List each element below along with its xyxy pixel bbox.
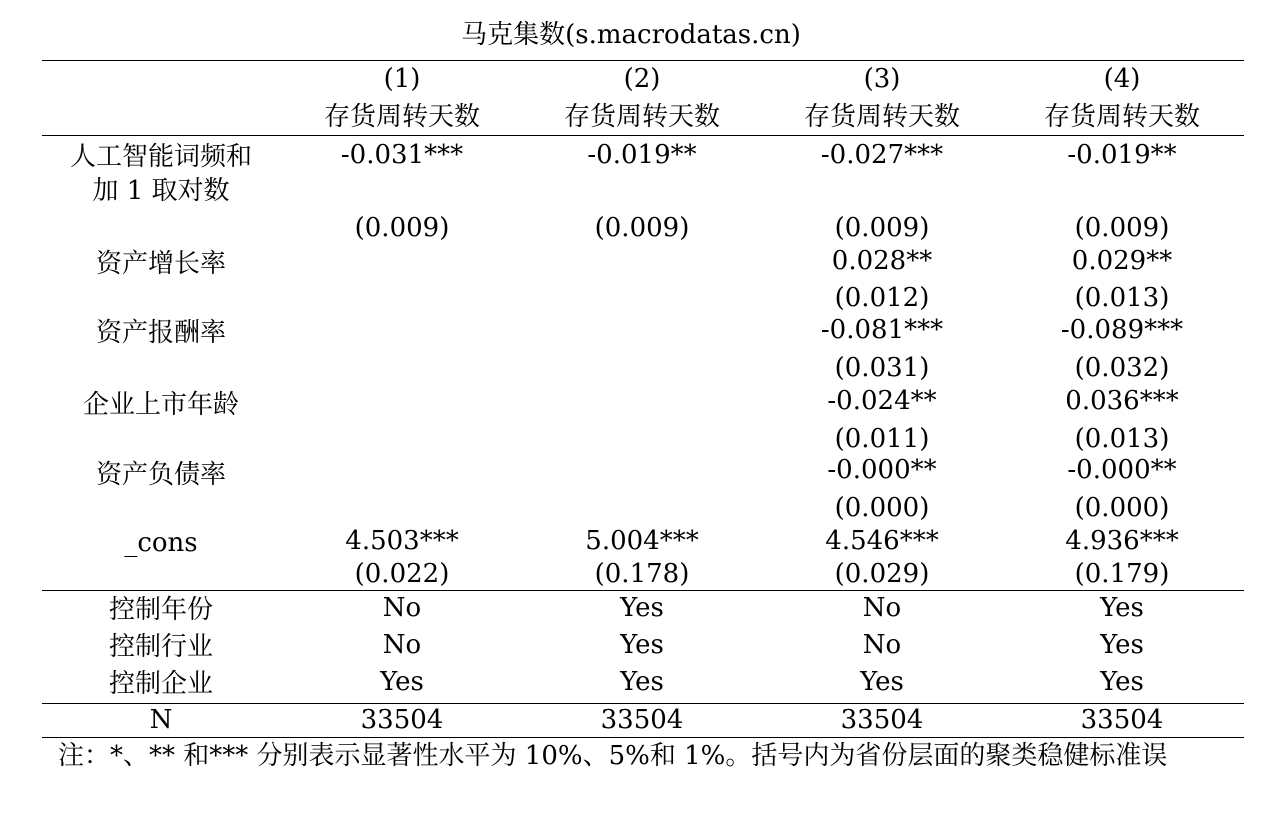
table-title: 马克集数(s.macrodatas.cn) bbox=[461, 20, 801, 50]
header-rule bbox=[42, 135, 1244, 136]
coef-cell: 4.503*** bbox=[345, 526, 459, 556]
control-label-year: 控制年份 bbox=[108, 595, 213, 625]
variable-label-leverage: 资产负债率 bbox=[95, 460, 226, 490]
variable-label-asset-growth: 资产增长率 bbox=[95, 249, 226, 279]
se-cell: (0.009) bbox=[594, 213, 690, 243]
coef-cell: 4.546*** bbox=[825, 526, 939, 556]
control-cell: Yes bbox=[1100, 667, 1144, 697]
control-cell: Yes bbox=[620, 593, 664, 623]
column-name: 存货周转天数 bbox=[323, 102, 480, 132]
coef-cell: -0.019** bbox=[587, 140, 697, 170]
control-cell: Yes bbox=[860, 667, 904, 697]
column-name: 存货周转天数 bbox=[1043, 102, 1200, 132]
n-cell: 33504 bbox=[1080, 705, 1164, 735]
n-label: N bbox=[149, 705, 173, 735]
coef-cell: -0.024** bbox=[827, 386, 937, 416]
coef-cell: -0.081*** bbox=[820, 315, 944, 345]
n-cell: 33504 bbox=[360, 705, 444, 735]
se-cell: (0.032) bbox=[1074, 353, 1170, 383]
column-number: (3) bbox=[863, 64, 901, 94]
se-cell: (0.009) bbox=[1074, 213, 1170, 243]
variable-label-line: 人工智能词频和 bbox=[69, 142, 252, 172]
coef-cell: 5.004*** bbox=[585, 526, 699, 556]
variable-label-listing-age: 企业上市年龄 bbox=[82, 390, 239, 420]
n-cell: 33504 bbox=[600, 705, 684, 735]
coef-cell: -0.089*** bbox=[1060, 315, 1184, 345]
control-cell: No bbox=[382, 593, 422, 623]
control-label-industry: 控制行业 bbox=[108, 632, 213, 662]
table-note: 注：*、** 和*** 分别表示显著性水平为 10%、5%和 1%。括号内为省份层面的聚类稳健标准误 bbox=[58, 741, 1168, 771]
variable-label-roa: 资产报酬率 bbox=[95, 318, 226, 348]
n-cell: 33504 bbox=[840, 705, 924, 735]
top-rule bbox=[42, 60, 1244, 61]
se-cell: (0.000) bbox=[1074, 493, 1170, 523]
se-cell: (0.012) bbox=[834, 283, 930, 313]
variable-label-line: 加 1 取对数 bbox=[92, 176, 230, 206]
se-cell: (0.029) bbox=[834, 559, 930, 589]
control-cell: Yes bbox=[620, 630, 664, 660]
se-cell: (0.011) bbox=[834, 424, 930, 454]
coef-cell: 0.036*** bbox=[1065, 386, 1179, 416]
column-name: 存货周转天数 bbox=[563, 102, 720, 132]
coef-cell: -0.027*** bbox=[820, 140, 944, 170]
coef-cell: -0.019** bbox=[1067, 140, 1177, 170]
control-label-firm: 控制企业 bbox=[108, 669, 213, 699]
control-cell: No bbox=[382, 630, 422, 660]
coef-cell: 4.936*** bbox=[1065, 526, 1179, 556]
control-cell: Yes bbox=[1100, 593, 1144, 623]
se-cell: (0.013) bbox=[1074, 424, 1170, 454]
control-cell: Yes bbox=[1100, 630, 1144, 660]
column-number: (2) bbox=[623, 64, 661, 94]
se-cell: (0.009) bbox=[834, 213, 930, 243]
se-cell: (0.009) bbox=[354, 213, 450, 243]
coef-cell: -0.000** bbox=[827, 455, 937, 485]
control-cell: Yes bbox=[620, 667, 664, 697]
se-cell: (0.013) bbox=[1074, 283, 1170, 313]
column-name: 存货周转天数 bbox=[803, 102, 960, 132]
se-cell: (0.179) bbox=[1074, 559, 1170, 589]
se-cell: (0.000) bbox=[834, 493, 930, 523]
control-cell: No bbox=[862, 593, 902, 623]
column-number: (1) bbox=[383, 64, 421, 94]
se-cell: (0.031) bbox=[834, 353, 930, 383]
column-number: (4) bbox=[1103, 64, 1141, 94]
coef-cell: 0.028** bbox=[831, 246, 933, 276]
se-cell: (0.178) bbox=[594, 559, 690, 589]
variable-label-cons: _cons bbox=[124, 528, 198, 558]
control-cell: No bbox=[862, 630, 902, 660]
coef-cell: -0.000** bbox=[1067, 455, 1177, 485]
control-cell: Yes bbox=[380, 667, 424, 697]
variable-label-ai-frequency bbox=[42, 140, 280, 208]
se-cell: (0.022) bbox=[354, 559, 450, 589]
coef-cell: 0.029** bbox=[1071, 246, 1173, 276]
coef-cell: -0.031*** bbox=[340, 140, 464, 170]
